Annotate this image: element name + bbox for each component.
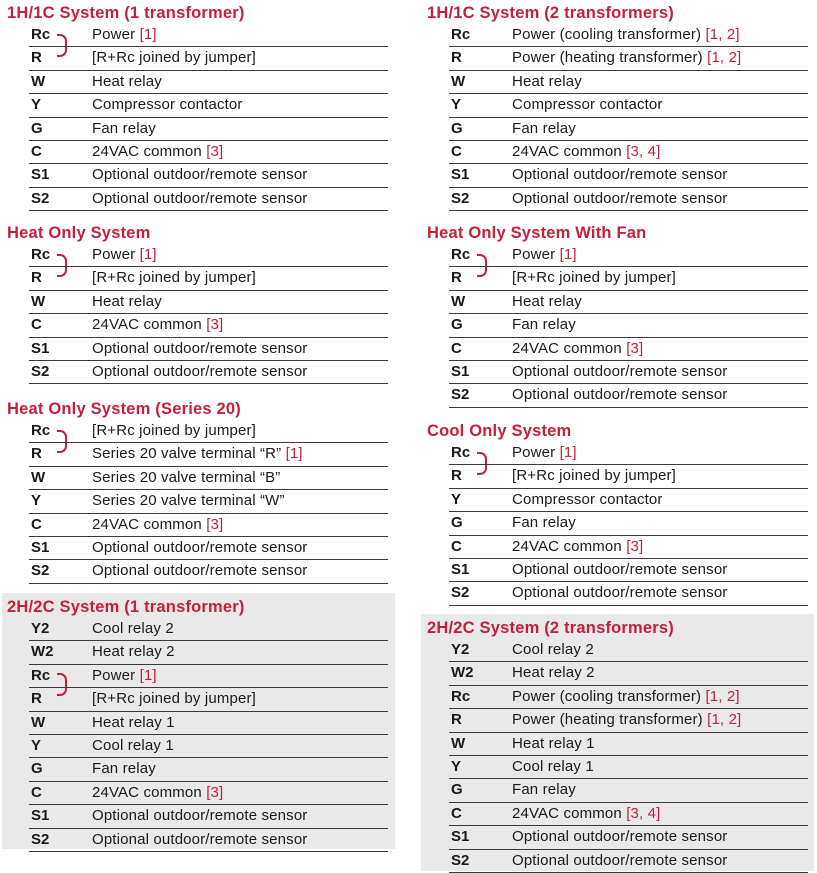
table-row: [449, 465, 808, 488]
terminal-description: Fan relay: [92, 760, 156, 778]
terminal-description: Optional outdoor/remote sensor: [92, 362, 308, 380]
footnote-ref: [1]: [559, 246, 577, 263]
footnote-ref: [3]: [206, 515, 224, 533]
terminal-description: 24VAC common: [92, 783, 202, 801]
section-1h1c-1-transformer: [0, 2, 383, 211]
section-title: Heat Only System (Series 20): [7, 400, 241, 418]
terminal-description: Optional outdoor/remote sensor: [92, 807, 308, 825]
table-row: [29, 420, 388, 443]
terminal-description: Series 20 valve terminal “B”: [92, 468, 281, 486]
table-row: [449, 489, 808, 512]
terminal-description: Power: [92, 26, 136, 43]
terminal-label: W: [31, 468, 46, 486]
terminal-label: W: [31, 72, 46, 90]
terminal-description: Heat relay 1: [92, 713, 175, 731]
terminal-label: W: [451, 72, 466, 90]
terminal-label: Rc: [31, 666, 51, 684]
terminal-label: W: [31, 292, 46, 310]
terminal-description: Heat relay: [512, 72, 582, 90]
footnote-ref: [1]: [139, 26, 157, 43]
footnote-ref: [1]: [139, 666, 157, 684]
terminal-description: Fan relay: [92, 119, 156, 137]
wiring-table: [449, 442, 808, 606]
table-row: [29, 267, 388, 290]
terminal-description: Power (cooling transformer): [512, 26, 702, 43]
terminal-label: C: [451, 142, 462, 160]
terminal-description: Optional outdoor/remote sensor: [92, 339, 308, 357]
terminal-description: Compressor contactor: [512, 490, 663, 508]
table-row: [29, 141, 388, 164]
terminal-description: Optional outdoor/remote sensor: [92, 166, 308, 184]
terminal-label: G: [451, 316, 463, 334]
terminal-label: R: [451, 49, 462, 67]
table-row: [29, 71, 388, 94]
terminal-description: Heat relay 2: [92, 643, 175, 661]
terminal-description: Heat relay 1: [512, 734, 595, 752]
terminal-label: C: [451, 537, 462, 555]
terminal-description: Optional outdoor/remote sensor: [92, 830, 308, 848]
table-row: [29, 641, 388, 664]
table-row: [29, 514, 388, 537]
table-row: [449, 639, 808, 662]
table-row: [449, 291, 808, 314]
terminal-label: W: [451, 734, 466, 752]
terminal-label: S1: [31, 538, 50, 556]
terminal-description: Heat relay: [512, 292, 582, 310]
terminal-description: Optional outdoor/remote sensor: [512, 189, 728, 207]
terminal-label: S2: [451, 851, 470, 869]
terminal-description: Optional outdoor/remote sensor: [512, 851, 728, 869]
wiring-table: [449, 24, 808, 211]
section-title: 1H/1C System (2 transformers): [427, 4, 674, 22]
table-row: [29, 94, 388, 117]
terminal-description: [R+Rc joined by jumper]: [512, 467, 676, 485]
section-title: Cool Only System: [427, 422, 572, 440]
footnote-ref: [1]: [559, 444, 577, 461]
terminal-label: S1: [451, 362, 470, 380]
terminal-label: S2: [31, 830, 50, 848]
terminal-description: [R+Rc joined by jumper]: [92, 49, 256, 67]
terminal-label: R: [451, 269, 462, 287]
footnote-ref: [3, 4]: [626, 142, 661, 160]
table-row: [29, 829, 388, 852]
table-row: [449, 267, 808, 290]
terminal-description: Optional outdoor/remote sensor: [512, 584, 728, 602]
section-2h2c-2-transformers: [421, 614, 814, 871]
table-row: [29, 47, 388, 70]
terminal-description: Heat relay: [92, 292, 162, 310]
terminal-description: Series 20 valve terminal “W”: [92, 492, 285, 510]
section-1h1c-2-transformers: [420, 2, 803, 211]
terminal-description: Optional outdoor/remote sensor: [512, 362, 728, 380]
table-row: [29, 314, 388, 337]
terminal-label: S2: [31, 562, 50, 580]
terminal-label: S1: [451, 166, 470, 184]
terminal-description: Fan relay: [512, 781, 576, 799]
table-row: [29, 805, 388, 828]
terminal-description: Power (heating transformer): [512, 711, 703, 729]
table-row: [29, 490, 388, 513]
table-row: [29, 361, 388, 384]
table-row: [449, 361, 808, 384]
wiring-table: [29, 420, 388, 584]
terminal-label: G: [451, 119, 463, 137]
terminal-description: [R+Rc joined by jumper]: [92, 422, 256, 439]
terminal-label: Y: [31, 96, 42, 114]
section-heat-only-with-fan: [420, 222, 803, 408]
footnote-ref: [3, 4]: [626, 804, 661, 822]
terminal-label: Y: [451, 757, 462, 775]
terminal-description: Heat relay 2: [512, 664, 595, 682]
terminal-description: 24VAC common: [512, 142, 622, 160]
terminal-description: Power: [512, 444, 556, 461]
table-row: [449, 188, 808, 211]
terminal-label: S1: [451, 560, 470, 578]
terminal-label: Rc: [31, 246, 51, 263]
table-row: [449, 709, 808, 732]
terminal-description: Fan relay: [512, 119, 576, 137]
terminal-label: R: [31, 269, 42, 287]
terminal-description: 24VAC common: [512, 537, 622, 555]
terminal-label: S2: [451, 189, 470, 207]
footnote-ref: [1]: [139, 246, 157, 263]
table-row: [449, 71, 808, 94]
section-title: 1H/1C System (1 transformer): [7, 4, 245, 22]
footnote-ref: [1, 2]: [707, 49, 742, 67]
terminal-label: G: [31, 119, 43, 137]
footnote-ref: [1, 2]: [707, 711, 742, 729]
table-row: [449, 826, 808, 849]
section-title: Heat Only System With Fan: [427, 224, 647, 242]
table-row: [449, 559, 808, 582]
terminal-label: Y: [31, 492, 42, 510]
terminal-label: Y2: [451, 641, 470, 658]
terminal-label: G: [451, 514, 463, 532]
terminal-label: C: [451, 804, 462, 822]
terminal-label: R: [31, 49, 42, 67]
table-row: [29, 712, 388, 735]
terminal-description: Power (cooling transformer): [512, 687, 702, 705]
table-row: [29, 665, 388, 688]
table-row: [449, 94, 808, 117]
terminal-label: C: [31, 783, 42, 801]
terminal-description: 24VAC common: [92, 142, 202, 160]
terminal-label: R: [451, 467, 462, 485]
table-row: [29, 443, 388, 466]
table-row: [449, 338, 808, 361]
table-row: [449, 850, 808, 873]
table-row: [29, 782, 388, 805]
table-row: [449, 118, 808, 141]
terminal-description: Fan relay: [512, 514, 576, 532]
terminal-label: S1: [31, 166, 50, 184]
table-row: [29, 688, 388, 711]
table-row: [29, 537, 388, 560]
terminal-label: Rc: [451, 26, 471, 43]
terminal-label: R: [451, 711, 462, 729]
terminal-label: S1: [451, 828, 470, 846]
table-row: [449, 164, 808, 187]
terminal-description: 24VAC common: [92, 316, 202, 334]
terminal-label: Rc: [451, 246, 471, 263]
terminal-description: Optional outdoor/remote sensor: [512, 386, 728, 404]
wiring-table: [449, 639, 808, 873]
table-row: [449, 442, 808, 465]
terminal-label: S2: [451, 386, 470, 404]
table-row: [449, 47, 808, 70]
footnote-ref: [3]: [206, 783, 224, 801]
footnote-ref: [3]: [626, 339, 644, 357]
table-row: [449, 662, 808, 685]
terminal-label: C: [31, 142, 42, 160]
wiring-table: [29, 618, 388, 852]
table-row: [29, 618, 388, 641]
table-row: [449, 536, 808, 559]
terminal-description: Optional outdoor/remote sensor: [512, 828, 728, 846]
terminal-description: Heat relay: [92, 72, 162, 90]
footnote-ref: [3]: [206, 316, 224, 334]
terminal-label: G: [31, 760, 43, 778]
wiring-table: [449, 244, 808, 408]
terminal-label: C: [451, 339, 462, 357]
footnote-ref: [1, 2]: [705, 26, 740, 43]
terminal-description: Power: [92, 246, 136, 263]
terminal-description: Cool relay 1: [512, 757, 594, 775]
table-row: [449, 803, 808, 826]
terminal-label: R: [31, 690, 42, 708]
terminal-label: Y2: [31, 620, 50, 637]
terminal-description: Power: [512, 246, 556, 263]
terminal-description: [R+Rc joined by jumper]: [92, 269, 256, 287]
wiring-table: [29, 24, 388, 211]
terminal-description: Power: [92, 666, 136, 684]
table-row: [29, 758, 388, 781]
terminal-description: Cool relay 1: [92, 736, 174, 754]
terminal-label: W: [451, 292, 466, 310]
terminal-label: W2: [451, 664, 474, 682]
table-row: [449, 779, 808, 802]
table-row: [449, 314, 808, 337]
table-row: [29, 164, 388, 187]
terminal-description: Optional outdoor/remote sensor: [512, 166, 728, 184]
terminal-description: Cool relay 2: [92, 620, 174, 637]
terminal-description: Optional outdoor/remote sensor: [92, 562, 308, 580]
table-row: [29, 244, 388, 267]
table-row: [449, 512, 808, 535]
terminal-label: R: [31, 445, 42, 463]
terminal-description: Series 20 valve terminal “R”: [92, 445, 282, 463]
terminal-label: S2: [31, 189, 50, 207]
terminal-description: Optional outdoor/remote sensor: [512, 560, 728, 578]
terminal-description: 24VAC common: [512, 339, 622, 357]
table-row: [449, 582, 808, 605]
terminal-description: Compressor contactor: [92, 96, 243, 114]
terminal-label: Rc: [451, 444, 471, 461]
terminal-label: Rc: [31, 26, 51, 43]
footnote-ref: [3]: [626, 537, 644, 555]
terminal-label: S1: [31, 339, 50, 357]
footnote-ref: [1, 2]: [705, 687, 740, 705]
terminal-label: C: [31, 515, 42, 533]
table-row: [449, 384, 808, 407]
table-row: [29, 560, 388, 583]
table-row: [29, 467, 388, 490]
table-row: [449, 733, 808, 756]
terminal-label: Rc: [451, 687, 471, 705]
table-row: [449, 756, 808, 779]
terminal-label: S1: [31, 807, 50, 825]
footnote-ref: [3]: [206, 142, 224, 160]
section-2h2c-1-transformer: [2, 593, 395, 849]
terminal-label: S2: [451, 584, 470, 602]
terminal-description: Optional outdoor/remote sensor: [92, 189, 308, 207]
terminal-label: W: [31, 713, 46, 731]
section-heat-only: [0, 222, 383, 384]
table-row: [29, 188, 388, 211]
terminal-label: C: [31, 316, 42, 334]
terminal-label: Y: [451, 96, 462, 114]
terminal-description: Fan relay: [512, 316, 576, 334]
terminal-description: [R+Rc joined by jumper]: [512, 269, 676, 287]
terminal-description: Power (heating transformer): [512, 49, 703, 67]
section-title: 2H/2C System (1 transformer): [7, 598, 245, 616]
section-title: 2H/2C System (2 transformers): [427, 619, 674, 637]
table-row: [449, 24, 808, 47]
section-title: Heat Only System: [7, 224, 151, 242]
section-cool-only: [420, 420, 803, 606]
terminal-label: Rc: [31, 422, 51, 439]
table-row: [449, 244, 808, 267]
wiring-table: [29, 244, 388, 384]
terminal-label: W2: [31, 643, 54, 661]
terminal-description: 24VAC common: [512, 804, 622, 822]
terminal-label: Y: [451, 490, 462, 508]
terminal-description: Compressor contactor: [512, 96, 663, 114]
terminal-label: G: [451, 781, 463, 799]
terminal-description: 24VAC common: [92, 515, 202, 533]
section-heat-only-series-20: [0, 398, 383, 584]
table-row: [29, 118, 388, 141]
table-row: [29, 291, 388, 314]
table-row: [449, 686, 808, 709]
terminal-label: Y: [31, 736, 42, 754]
footnote-ref: [1]: [285, 445, 303, 463]
terminal-description: Optional outdoor/remote sensor: [92, 538, 308, 556]
table-row: [29, 338, 388, 361]
terminal-description: Cool relay 2: [512, 641, 594, 658]
table-row: [29, 24, 388, 47]
terminal-label: S2: [31, 362, 50, 380]
table-row: [29, 735, 388, 758]
terminal-description: [R+Rc joined by jumper]: [92, 690, 256, 708]
table-row: [449, 141, 808, 164]
